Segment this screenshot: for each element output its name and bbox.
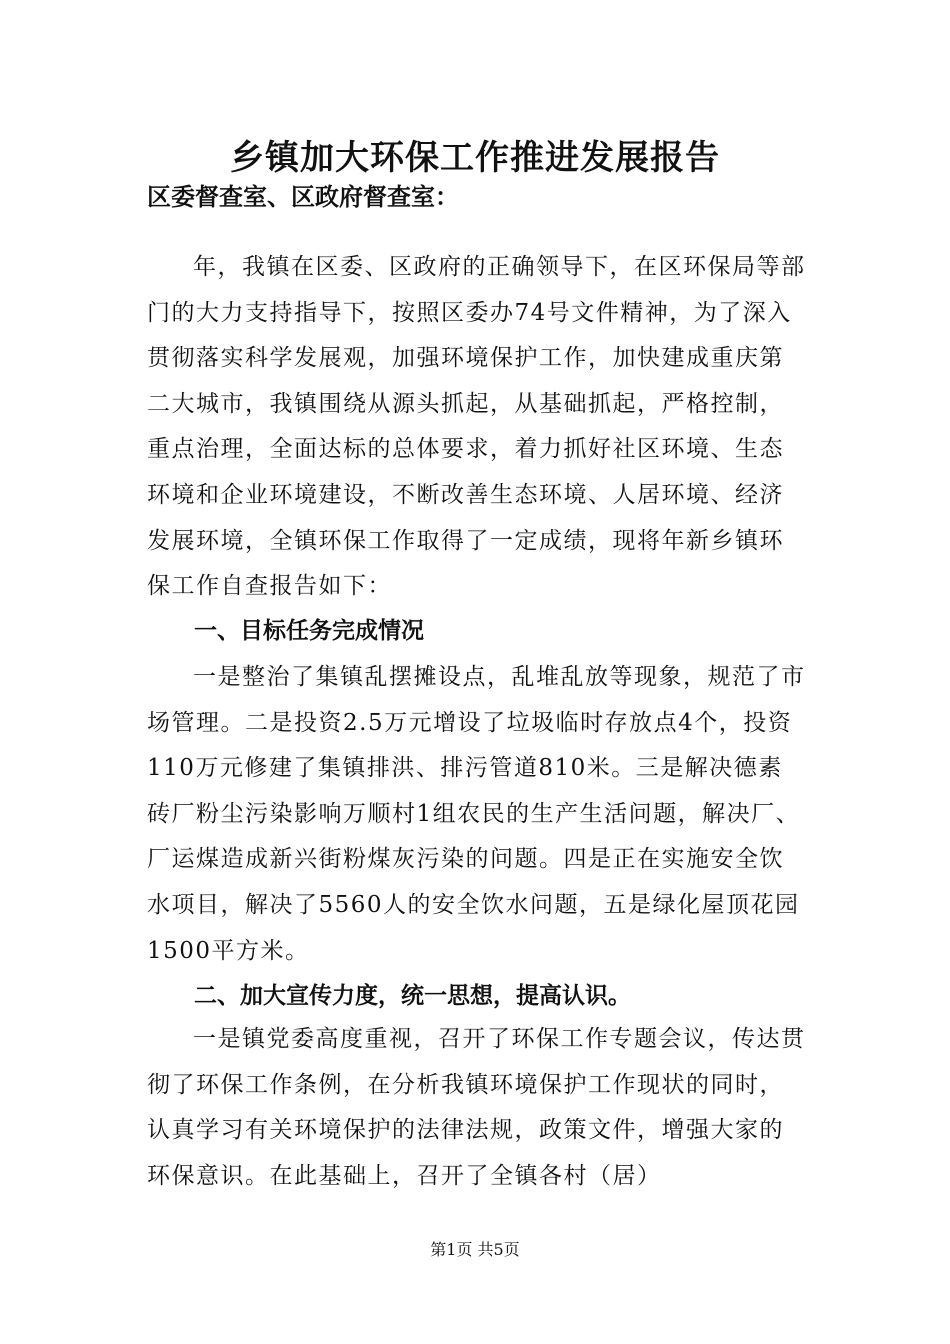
section-1-heading: 一、目标任务完成情况: [194, 618, 424, 644]
section-2-heading: 二、加大宣传力度，统一思想，提高认识。: [194, 983, 631, 1009]
section-2-block: [147, 1017, 807, 1199]
page-footer: 第1页 共5页: [430, 1240, 520, 1259]
intro-paragraph: 年，我镇在区委、区政府的正确领导下，在区环保局等部门的大力支持指导下，按照区委办74号文件精神，为了深入贯彻落实科学发展观，加强环境保护工作，加快建成重庆第二大城市，我镇围绕从源头抓起，从基础抓起，严格控制，重点治理，全面达标的总体要求，着力抓好社区环境、生态环境和企业环境建设，不断改善生态环境、人居环境、经济发展环境，全镇环保工作取得了一定成绩，现将年新乡镇环保工作自查报告如下：: [147, 254, 806, 600]
section-1-paragraph: 一是整治了集镇乱摆摊设点，乱堆乱放等现象，规范了市场管理。二是投资2.5万元增设了垃圾临时存放点4个，投资110万元修建了集镇排洪、排污管道810米。三是解决德素砖厂粉尘污染影响万顺村1组农民的生产生活问题，解决厂、厂运煤造成新兴街粉煤灰污染的问题。四是正在实施安全饮水项目，解决了5560人的安全饮水问题，五是绿化屋顶花园1500平方米。: [147, 664, 806, 964]
document-title: 乡镇加大环保工作推进发展报告: [230, 138, 720, 178]
intro-paragraph-block: [147, 245, 807, 610]
salutation: 区委督查室、区政府督查室：: [147, 182, 459, 211]
section-2-paragraph: 一是镇党委高度重视，召开了环保工作专题会议，传达贯彻了环保工作条例，在分析我镇环境保护工作现状的同时，认真学习有关环境保护的法律法规，政策文件，增强大家的环保意识。在此基础上，召开了全镇各村（居）: [147, 1026, 806, 1189]
section-1-block: [147, 655, 807, 974]
